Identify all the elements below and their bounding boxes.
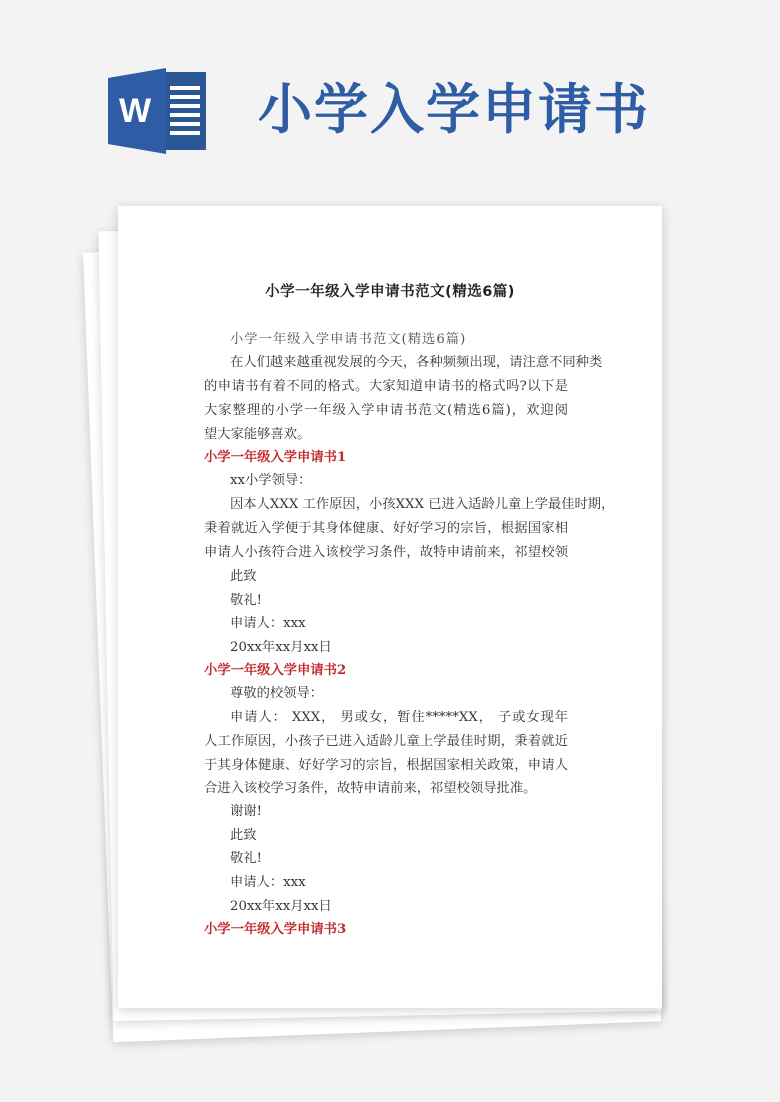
body-line: 申请人小孩符合进入该校学习条件，故特申请前来，祁望校领 [204, 545, 568, 560]
applicant-line: 申请人：xxx [230, 875, 306, 890]
body-line: 在人们越来越重视发展的今天，各种频频出现，请注意不同种类 [230, 355, 603, 370]
section-heading: 小学一年级入学申请书3 [204, 922, 347, 937]
closing-line: 敬礼! [230, 593, 262, 608]
document-heading: 小学一年级入学申请书范文(精选6篇) [265, 284, 515, 300]
closing-line: 此致 [230, 828, 257, 843]
subtitle-line: 小学一年级入学申请书范文(精选6篇) [230, 332, 467, 347]
body-line: 望大家能够喜欢。 [204, 427, 311, 442]
body-line: 的申请书有着不同的格式。大家知道申请书的格式吗?以下是 [204, 379, 568, 394]
body-line: 于其身体健康、好好学习的宗旨，根据国家相关政策，申请人 [204, 758, 568, 773]
body-line: 因本人XXX 工作原因，小孩XXX 已进入适龄儿童上学最佳时期， [230, 497, 615, 512]
word-app-icon [108, 68, 208, 154]
banner-title: 小学入学申请书 [258, 78, 650, 141]
applicant-line: 申请人：xxx [230, 616, 306, 631]
date-line: 20xx年xx月xx日 [230, 899, 332, 914]
word-logo-letter: W [118, 92, 152, 130]
salutation: xx小学领导： [230, 473, 312, 488]
date-line: 20xx年xx月xx日 [230, 640, 332, 655]
closing-line: 敬礼! [230, 851, 262, 866]
section-heading: 小学一年级入学申请书1 [204, 450, 347, 465]
body-line: 秉着就近入学便于其身体健康、好好学习的宗旨，根据国家相 [204, 521, 568, 536]
closing-line: 此致 [230, 569, 257, 584]
document-page [118, 206, 662, 1008]
section-heading: 小学一年级入学申请书2 [204, 663, 347, 678]
body-line: 人工作原因，小孩子已进入适龄儿童上学最佳时期，秉着就近 [204, 734, 568, 749]
body-line: 合进入该校学习条件，故特申请前来，祁望校领导批准。 [204, 781, 537, 796]
salutation: 尊敬的校领导： [230, 686, 324, 701]
body-line: 申请人： XXX， 男或女，暂住*****XX， 子或女现年 [230, 710, 568, 725]
closing-line: 谢谢! [230, 804, 262, 819]
body-line: 大家整理的小学一年级入学申请书范文(精选6篇)，欢迎阅 [204, 403, 568, 418]
